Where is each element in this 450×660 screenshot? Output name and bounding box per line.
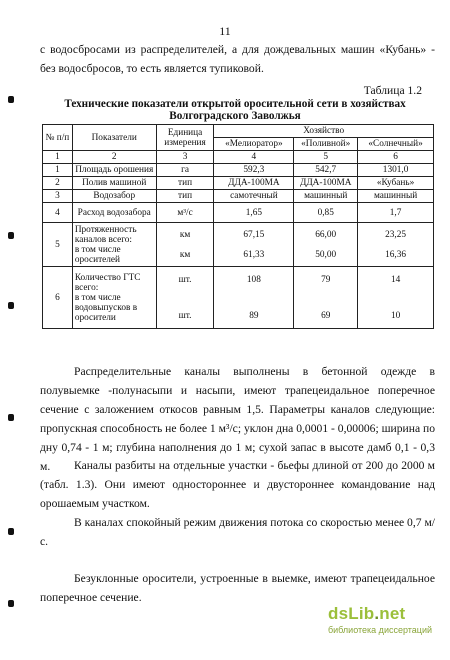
binder-hole-mark [8,414,14,421]
row-num: 5 [43,223,73,267]
row-value: машинный [358,190,434,203]
header-unit: Единица измерения [156,125,214,151]
row-name-sub: в том числе оросителей [74,244,121,265]
row-value-sub: 16,36 [385,249,407,260]
row-num: 4 [43,203,73,223]
binder-hole-mark [8,302,14,309]
row-unit [156,223,214,267]
row-value [214,223,294,267]
index-cell: 5 [294,151,358,164]
row-value: 0,85 [294,203,358,223]
row-name: Расход водозабора [72,203,156,223]
watermark-subtitle: библиотека диссертаций [328,625,433,635]
row-value-main: 79 [321,274,331,285]
page-number: 11 [219,24,231,38]
row-value-main: 23,25 [385,229,407,240]
parameters-table [42,124,434,329]
row-num: 1 [43,164,73,177]
header-farm-2: «Поливной» [294,138,358,151]
table-row [43,267,434,329]
paragraph-sections: Каналы разбиты на отдельные участки - бьефы длиной от 200 до 2000 м (табл. 1.3). Они имеют одностороннее и двустороннее командование над орошаемым участком. [40,459,435,510]
row-value: «Кубань» [358,177,434,190]
row-value: ДДА-100МА [214,177,294,190]
binder-hole-mark [8,96,14,103]
header-farm: Хозяйство [214,125,434,138]
table-row [43,177,434,190]
table-row [43,223,434,267]
row-name-sub: в том числе водовыпусков в оросители [74,292,138,323]
row-value-sub: 61,33 [243,249,265,260]
row-unit-sub: шт. [178,310,192,321]
row-name-main: Протяженность каналов всего: [74,224,137,245]
binder-hole-mark [8,232,14,239]
row-value: 1,65 [214,203,294,223]
table-index-row [43,151,434,164]
row-value [294,267,358,329]
table-row [43,164,434,177]
header-indicator: Показатели [72,125,156,151]
row-unit [156,267,214,329]
row-value-main: 108 [246,274,261,285]
row-value-sub: 89 [249,310,259,321]
row-num: 2 [43,177,73,190]
row-name [72,223,156,267]
row-unit-main: шт. [178,274,192,285]
row-name: Площадь орошения [72,164,156,177]
row-value-main: 67,15 [243,229,265,240]
watermark [328,604,444,635]
index-cell: 3 [156,151,214,164]
binder-hole-mark [8,528,14,535]
row-unit: м³/с [156,203,214,223]
row-name: Полив машиной [72,177,156,190]
row-value-sub: 69 [321,310,331,321]
paragraph-channels: Распределительные каналы выполнены в бетонной одежде в полувыемке -полунасыпи и насыпи, имеют трапецеидальное поперечное сечение с заложением откосов равным 1,5. Параметры каналов следующие: пропускная способность не более 1 м³/с; уклон дна 0,0001 - 0,00006; ширина по дну 0,74 - 1 м; глубина наполнения до 1 м; сухой запас в высоте дамб 0,1 - 0,3 м. [40,365,435,473]
row-value: машинный [294,190,358,203]
header-farm-3: «Солнечный» [358,138,434,151]
table-row [43,190,434,203]
row-value-sub: 50,00 [315,249,337,260]
index-cell: 4 [214,151,294,164]
paragraph-flow: В каналах спокойный режим движения потока со скоростью менее 0,7 м/с. [40,516,435,548]
index-cell: 6 [358,151,434,164]
watermark-logo [328,604,444,624]
row-value [214,267,294,329]
row-value: 1301,0 [358,164,434,177]
row-name [72,267,156,329]
row-unit: тип [156,177,214,190]
row-value [294,223,358,267]
table-title: Технические показатели открытой оросительной сети в хозяйствах Волгоградского Заволжья [64,98,406,122]
row-unit-main: км [179,229,191,240]
row-value [358,267,434,329]
watermark-logo-tld: net [379,604,406,623]
row-name: Водозабор [72,190,156,203]
row-name-main: Количество ГТС всего: [74,272,141,293]
row-value-main: 14 [390,274,401,285]
row-value: самотечный [214,190,294,203]
row-value: 542,7 [294,164,358,177]
header-num: № п/п [43,125,73,151]
row-value: 1,7 [358,203,434,223]
row-num: 3 [43,190,73,203]
row-value-sub: 10 [390,310,401,321]
paragraph-irrigators: Безуклонные оросители, устроенные в выемке, имеют трапецеидальное поперечное сечение. [40,572,435,604]
watermark-logo-dot: . [374,604,380,623]
index-cell: 1 [43,151,73,164]
index-cell: 2 [72,151,156,164]
binder-hole-mark [8,600,14,607]
row-unit: тип [156,190,214,203]
header-farm-1: «Мелиоратор» [214,138,294,151]
table-label: Таблица 1.2 [363,84,422,97]
row-value [358,223,434,267]
watermark-logo-main: dsLib [328,604,375,623]
table-header-row [43,125,434,138]
row-value-main: 66,00 [315,229,337,240]
row-value: ДДА-100МА [294,177,358,190]
row-num: 6 [43,267,73,329]
row-unit-sub: км [179,249,191,260]
row-unit: га [156,164,214,177]
row-value: 592,3 [214,164,294,177]
table-row [43,203,434,223]
paragraph-top: с водосбросами из распределителей, а для дождевальных машин «Кубань» - без водосбросов, то есть является тупиковой. [40,43,435,75]
